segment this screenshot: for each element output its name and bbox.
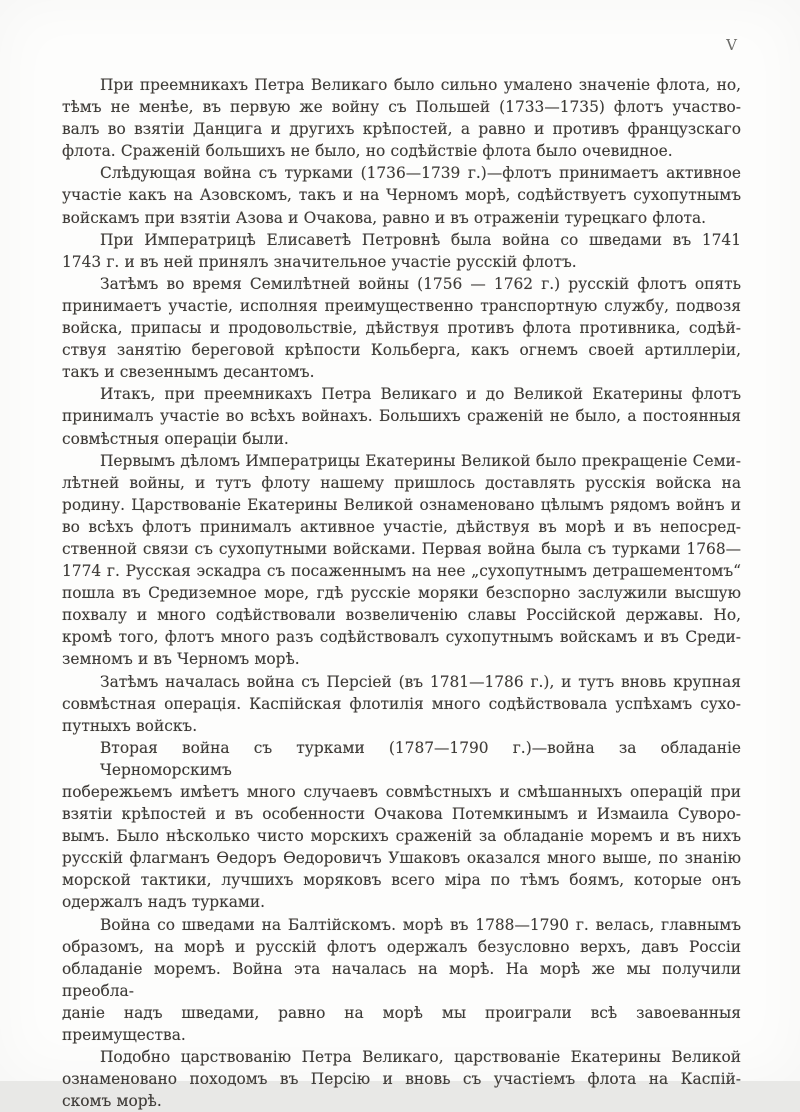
text-line: пошла въ Средиземное море, гдѣ русскіе моряки безспорно заслужили высшую — [62, 584, 741, 603]
text-line: побережьемъ имѣетъ много случаевъ совмѣстныхъ и смѣшанныхъ операцій при — [62, 783, 741, 801]
text-line: 1743 г. и въ ней принялъ значительное участіе русскій флотъ. — [62, 252, 577, 271]
text-line: одержалъ надъ турками. — [62, 893, 266, 912]
text-line: совмѣстная операція. Каспійская флотилія много содѣйствовала успѣхамъ сухо- — [62, 694, 741, 713]
text-line: совмѣстныя операціи были. — [62, 429, 289, 448]
text-line: Вторая война съ турками (1787—1790 г.)—война за обладаніе Черноморскимъ — [100, 738, 741, 779]
text-line: При преемникахъ Петра Великаго было сильно умалено значеніе флота, но, — [100, 76, 741, 94]
body-text-block — [62, 74, 741, 1112]
text-line: ствуя занятію береговой крѣпости Кольберга, какъ огнемъ своей артиллеріи, — [62, 341, 741, 360]
text-line: Итакъ, при преемникахъ Петра Великаго и до Великой Екатерины флотъ — [100, 385, 741, 404]
text-line: войска, припасы и продовольствіе, дѣйствуя противъ флота противника, содѣй- — [62, 319, 741, 338]
text-line: Первымъ дѣломъ Императрицы Екатерины Великой было прекращеніе Семи- — [100, 451, 741, 470]
text-line: Затѣмъ началась война съ Персіей (въ 1781—1786 г.), и тутъ вновь крупная — [100, 672, 741, 691]
text-line: земномъ и въ Черномъ морѣ. — [62, 650, 300, 669]
text-line: скомъ морѣ. — [62, 1092, 162, 1111]
text-line: Война со шведами на Балтійскомъ. морѣ въ 1788—1790 г. велась, главнымъ — [100, 915, 741, 934]
text-line: войскамъ при взятіи Азова и Очакова, равно и въ отраженіи турецкаго флота. — [62, 208, 707, 227]
text-line: путныхъ войскъ. — [62, 716, 198, 735]
paragraph — [62, 737, 741, 914]
text-line: валъ во взятіи Данцига и другихъ крѣпостей, а равно и противъ французскаго — [62, 120, 741, 139]
text-line: взятіи крѣпостей и въ особенности Очакова Потемкинымъ и Измаила Суворо- — [62, 805, 741, 824]
text-line: принимаетъ участіе, исполняя преимущественно транспортную службу, подвозя — [62, 296, 741, 315]
page-number: V — [726, 36, 738, 54]
text-line: тѣмъ не менѣе, въ первую же войну съ Польшей (1733—1735) флотъ участво- — [62, 98, 741, 117]
text-line: ознаменовано походомъ въ Персію и вновь съ участіемъ флота на Каспій- — [62, 1070, 741, 1089]
text-line: такъ и свезеннымъ десантомъ. — [62, 363, 315, 382]
paragraph — [62, 1046, 741, 1112]
paragraph — [62, 162, 741, 228]
text-line: обладаніе моремъ. Война эта началась на морѣ. На морѣ же мы получили преобла- — [62, 959, 741, 1000]
text-line: образомъ, на морѣ и русскій флотъ одержалъ безусловно верхъ, давъ Россіи — [62, 937, 741, 956]
text-line: ственной связи съ сухопутными войсками. Первая война была съ турками 1768— — [62, 539, 741, 558]
text-line: даніе надъ шведами, равно на морѣ мы проиграли всѣ завоеванныя преимущества. — [62, 1003, 741, 1045]
text-line: вымъ. Было нѣсколько чисто морскихъ сраженій за обладаніе моремъ и въ нихъ — [62, 827, 741, 846]
paragraph — [62, 229, 741, 273]
text-line: 1774 г. Русская эскадра съ посаженнымъ на нее „сухопутнымъ детрашементомъ“ — [62, 562, 741, 581]
text-line: морской тактики, лучшихъ моряковъ всего міра по тѣмъ боямъ, которые онъ — [62, 871, 741, 890]
text-line: родину. Царствованіе Екатерины Великой ознаменовано цѣлымъ рядомъ войнъ и — [62, 495, 741, 514]
paragraph — [62, 273, 741, 383]
paragraph — [62, 914, 741, 1047]
text-line: флота. Сраженій большихъ не было, но содѣйствіе флота было очевидное. — [62, 142, 673, 161]
text-line: Слѣдующая война съ турками (1736—1739 г.)—флотъ принимаетъ активное — [100, 164, 741, 183]
text-line: принималъ участіе во всѣхъ войнахъ. Большихъ сраженій не было, а постоянныя — [62, 407, 741, 426]
text-line: Подобно царствованію Петра Великаго, царствованіе Екатерины Великой — [100, 1048, 741, 1067]
text-line: Затѣмъ во время Семилѣтней войны (1756 — 1762 г.) русскій флотъ опять — [100, 274, 741, 293]
text-line: кромѣ того, флотъ много разъ содѣйствовалъ сухопутнымъ войскамъ и въ Среди- — [62, 628, 741, 647]
text-line: русскій флагманъ Ѳедоръ Ѳедоровичъ Ушаковъ оказался много выше, по знанію — [62, 849, 741, 868]
text-line: лѣтней войны, и тутъ флоту нашему пришлось доставлять русскія войска на — [62, 473, 741, 492]
paragraph — [62, 671, 741, 737]
text-line: похвалу и много содѣйствовали возвеличенію славы Россійской державы. Но, — [62, 606, 741, 625]
paragraph — [62, 74, 741, 162]
text-line: во всѣхъ флотъ принималъ активное участіе, дѣйствуя въ морѣ и въ непосред- — [62, 517, 741, 536]
paragraph — [62, 383, 741, 449]
text-line: При Императрицѣ Елисаветѣ Петровнѣ была война со шведами въ 1741 — [100, 230, 741, 249]
text-line: участіе какъ на Азовскомъ, такъ и на Черномъ морѣ, содѣйствуетъ сухопутнымъ — [62, 186, 741, 205]
paragraph — [62, 450, 741, 671]
